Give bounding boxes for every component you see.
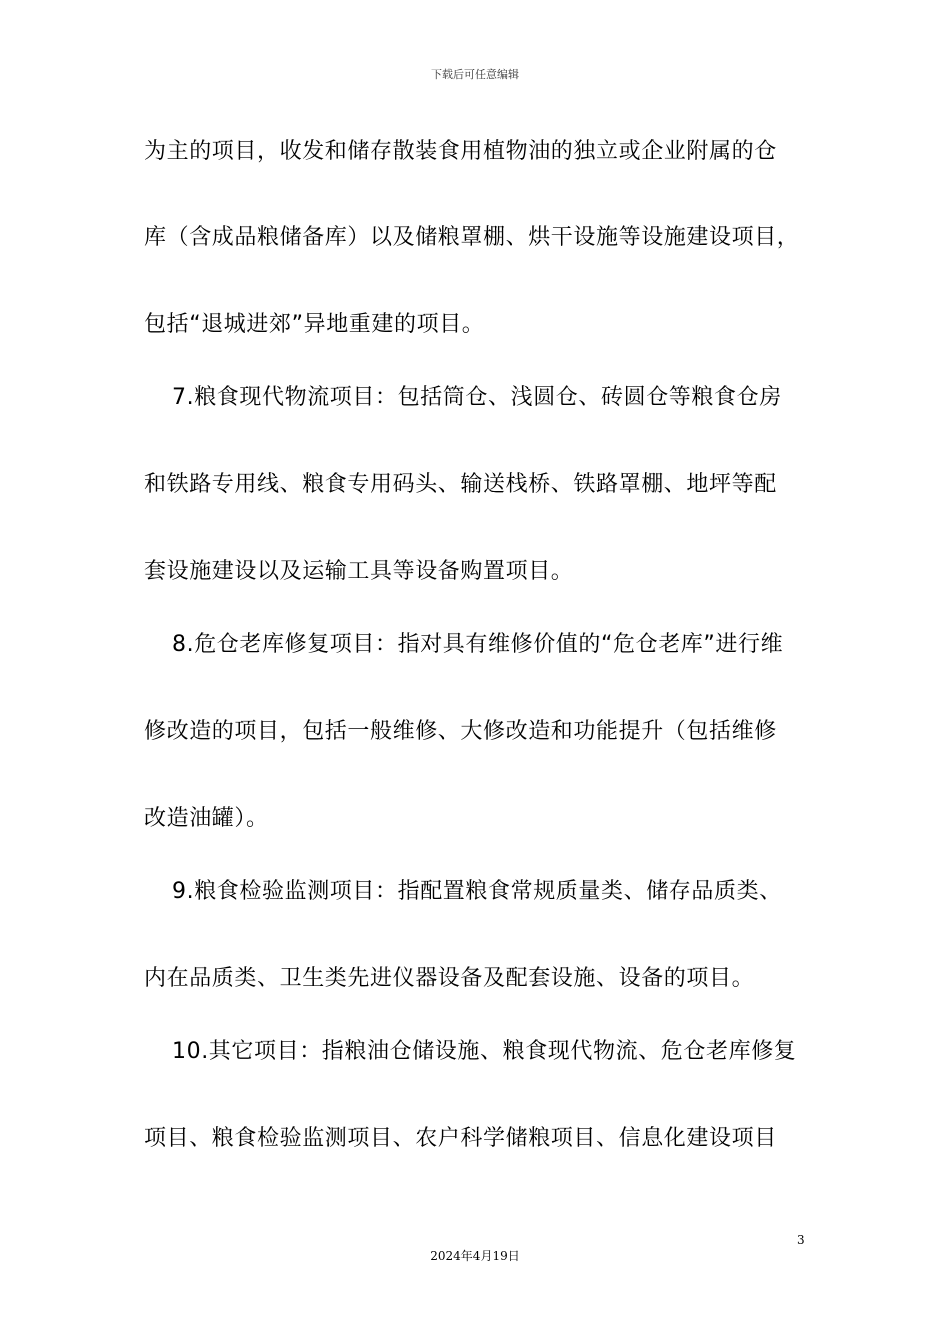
text-line: 和铁路专用线、粮食专用码头、输送栈桥、铁路罩棚、地坪等配 xyxy=(144,472,777,497)
footer-date: 2024年4月19日 xyxy=(430,1249,520,1263)
text-line: 内在品质类、卫生类先进仪器设备及配套设施、设备的项目。 xyxy=(144,966,755,991)
text-line: 套设施建设以及运输工具等设备购置项目。 xyxy=(144,559,574,584)
text-line: 包括“退城进郊”异地重建的项目。 xyxy=(144,312,485,337)
header-note: 下载后可任意编辑 xyxy=(431,68,519,81)
text-line: 改造油罐）。 xyxy=(144,806,269,831)
text-line: 8.危仓老库修复项目：指对具有维修价值的“危仓老库”进行维 xyxy=(172,632,784,657)
text-line: 项目、粮食检验监测项目、农户科学储粮项目、信息化建设项目 xyxy=(144,1126,777,1151)
text-line: 9.粮食检验监测项目：指配置粮食常规质量类、储存品质类、 xyxy=(172,879,782,904)
text-line: 库（含成品粮储备库）以及储粮罩棚、烘干设施等设施建设项目， xyxy=(144,225,800,250)
text-line: 修改造的项目，包括一般维修、大修改造和功能提升（包括维修 xyxy=(144,719,777,744)
page-number: 3 xyxy=(797,1233,805,1247)
text-line: 为主的项目，收发和储存散装食用植物油的独立或企业附属的仓 xyxy=(144,139,777,164)
text-line: 10.其它项目：指粮油仓储设施、粮食现代物流、危仓老库修复 xyxy=(172,1039,797,1064)
text-line: 7.粮食现代物流项目：包括筒仓、浅圆仓、砖圆仓等粮食仓房 xyxy=(172,385,782,410)
